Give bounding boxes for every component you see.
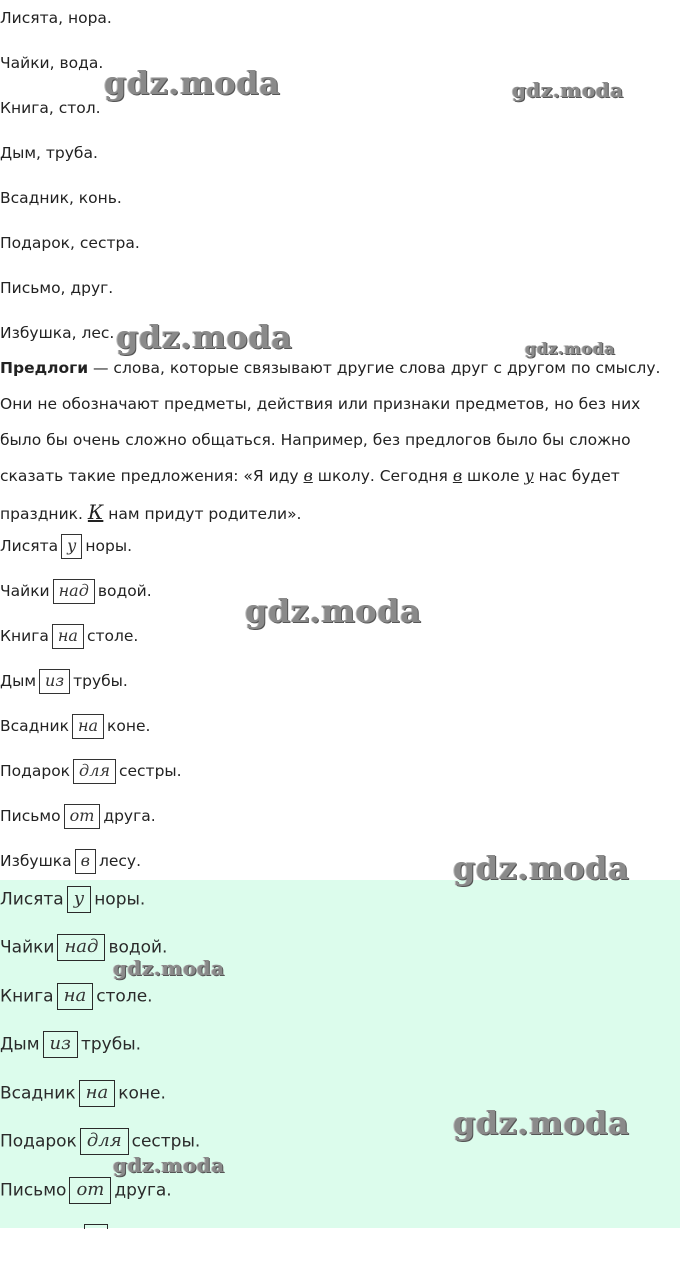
answer-word: норы. (85, 537, 133, 555)
answer-line (0, 534, 132, 559)
answer-word: сестры. (118, 762, 182, 780)
answer-word: столе. (86, 627, 139, 645)
cut-off-preposition-box (84, 1224, 108, 1229)
definition-text: школу. Сегодня (312, 467, 453, 485)
word-pair-line: Всадник, конь. (0, 189, 122, 207)
preposition-box: у (61, 534, 82, 559)
answer-line (0, 714, 150, 739)
answer-word: столе. (96, 986, 153, 1007)
panel-answer-line (0, 1031, 141, 1058)
answer-panel (0, 880, 680, 1228)
word-pair-line: Письмо, друг. (0, 279, 114, 297)
answer-word: Книга (0, 627, 49, 645)
watermark: gdz.moda (512, 78, 624, 102)
panel-answer-line (0, 1177, 172, 1204)
watermark: gdz.moda (245, 592, 422, 630)
answer-word: друга. (103, 807, 156, 825)
answer-word: трубы. (73, 672, 128, 690)
watermark: gdz.moda (113, 1153, 225, 1177)
definition-text: — слова, которые связывают другие слова друг с другом по смыслу. Они не обозначают предметы, действия или признаки предметов, но без них было бы очень сложно общаться. Например, без предлогов было бы сложно сказать такие предложения: «Я иду (0, 359, 661, 485)
answer-line (0, 759, 182, 784)
answer-word: Лисята (0, 889, 64, 910)
word-pair-line: Чайки, вода. (0, 54, 104, 72)
answer-word: трубы. (80, 1034, 142, 1055)
definition-term: Предлоги (0, 359, 89, 377)
answer-line (0, 804, 156, 829)
answer-word: Лисята (0, 537, 59, 555)
answer-word: водой. (97, 582, 152, 600)
panel-answer-line (0, 934, 167, 961)
word-pair-line: Книга, стол. (0, 99, 101, 117)
answer-word: Письмо (0, 807, 61, 825)
answer-word: лесу. (98, 852, 142, 870)
preposition-example: К (87, 500, 104, 524)
preposition-box: на (52, 624, 84, 649)
preposition-box: для (73, 759, 116, 784)
preposition-example: в (303, 466, 313, 485)
preposition-box: на (79, 1080, 116, 1107)
answer-word: коне. (118, 1083, 166, 1104)
preposition-box: для (80, 1128, 129, 1155)
preposition-box: на (57, 983, 94, 1010)
answer-line (0, 669, 128, 694)
answer-word: Чайки (0, 937, 55, 958)
answer-word: Подарок (0, 1131, 77, 1152)
watermark: gdz.moda (113, 956, 225, 980)
definition-paragraph (0, 350, 680, 532)
answer-word: Дым (0, 672, 37, 690)
definition-text: нас будет праздник. (0, 467, 620, 523)
answer-line (0, 579, 152, 604)
preposition-example: в (452, 466, 463, 485)
preposition-box: у (67, 886, 91, 913)
watermark: gdz.moda (525, 339, 616, 358)
answer-word: Подарок (0, 762, 71, 780)
preposition-box: от (64, 804, 101, 829)
watermark: gdz.moda (116, 318, 293, 356)
answer-word: Всадник (0, 1083, 76, 1104)
panel-answer-line (0, 886, 145, 913)
word-pair-line: Дым, труба. (0, 144, 98, 162)
watermark: gdz.moda (104, 64, 281, 102)
answer-word: Чайки (0, 582, 50, 600)
word-pair-line: Подарок, сестра. (0, 234, 140, 252)
watermark: gdz.moda (453, 1104, 630, 1142)
answer-line (0, 624, 138, 649)
answer-word: сестры. (131, 1131, 201, 1152)
answer-word: Письмо (0, 1180, 67, 1201)
preposition-box: из (43, 1031, 78, 1058)
panel-answer-line (0, 1128, 200, 1155)
answer-word: коне. (107, 717, 151, 735)
preposition-box: на (72, 714, 104, 739)
definition-text: школе (462, 467, 525, 485)
word-pair-line: Лисята, нора. (0, 9, 112, 27)
panel-answer-line (0, 983, 153, 1010)
answer-word: Всадник (0, 717, 69, 735)
answer-word: водой. (108, 937, 168, 958)
answer-line (0, 849, 141, 874)
answer-word: Книга (0, 986, 54, 1007)
definition-text: нам придут родители». (103, 505, 302, 523)
answer-word: Избушка (0, 852, 72, 870)
preposition-example: у (524, 466, 534, 485)
preposition-box: от (69, 1177, 111, 1204)
panel-answer-line (0, 1080, 166, 1107)
answer-word: норы. (94, 889, 146, 910)
preposition-box: в (75, 849, 96, 874)
preposition-box: из (39, 669, 70, 694)
preposition-box: над (57, 934, 105, 961)
word-pair-line: Избушка, лес. (0, 324, 115, 342)
answer-word: Дым (0, 1034, 40, 1055)
watermark: gdz.moda (453, 849, 630, 887)
preposition-box: над (53, 579, 95, 604)
answer-word: друга. (114, 1180, 172, 1201)
